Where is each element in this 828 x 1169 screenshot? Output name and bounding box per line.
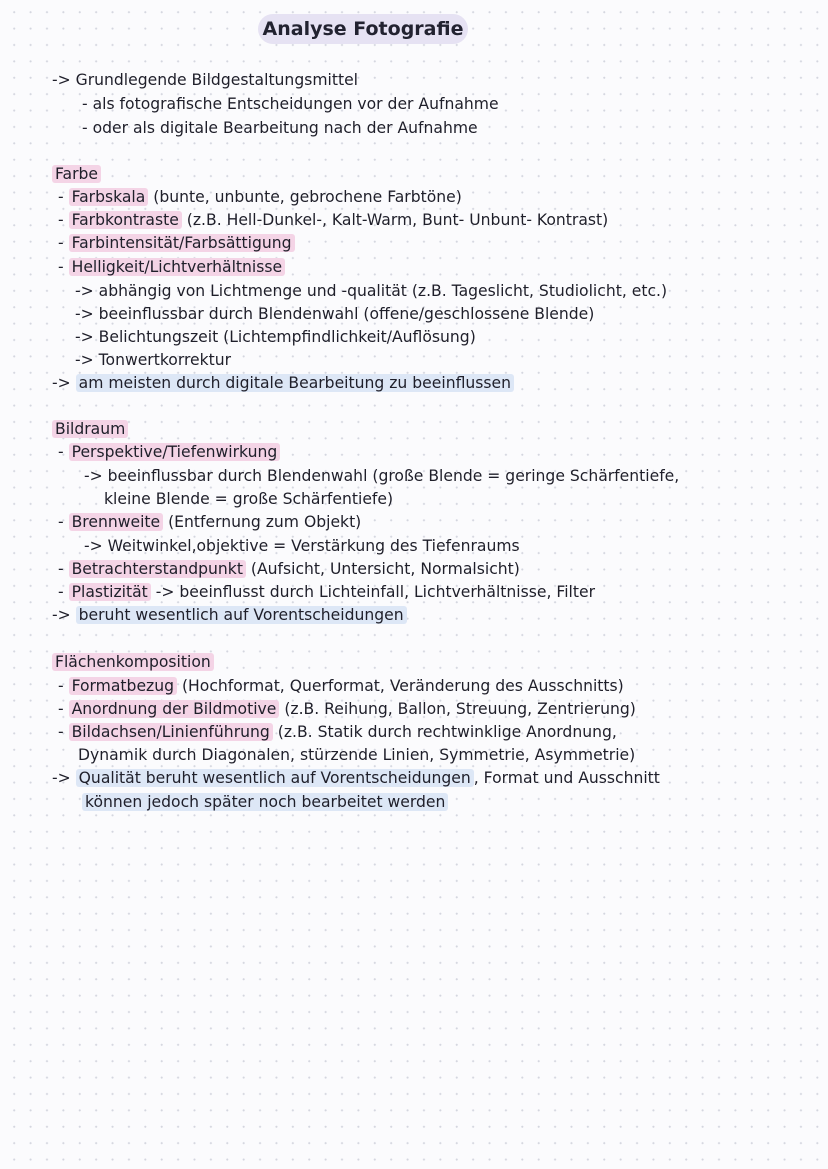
sub-item: -> abhängig von Lichtmenge und -qualität (z.B. Tageslicht, Studiolicht, etc.) (75, 282, 668, 300)
section-conclusion: -> am meisten durch digitale Bearbeitung zu beeinflussen (52, 372, 514, 394)
list-item: - Perspektive/Tiefenwirkung (58, 441, 280, 463)
page-title: Analyse Fotografie (258, 14, 468, 44)
key-term: Farbkontraste (69, 211, 182, 229)
list-item: - Bildachsen/Linienführung (z.B. Statik durch rechtwinklige Anordnung, (58, 723, 617, 741)
list-item: - Farbkontraste (z.B. Hell-Dunkel-, Kalt-Warm, Bunt- Unbunt- Kontrast) (58, 211, 609, 229)
key-term: Betrachterstandpunkt (69, 560, 246, 578)
intro-line: - als fotografische Entscheidungen vor der Aufnahme (82, 95, 499, 113)
key-term: Farbintensität/Farbsättigung (69, 234, 295, 252)
key-term: Formatbezug (69, 677, 177, 695)
section-heading-bildraum: Bildraum (52, 418, 128, 440)
list-item: - Anordnung der Bildmotive (z.B. Reihung, Ballon, Streuung, Zentrierung) (58, 700, 636, 718)
list-item: - Plastizität -> beeinflusst durch Lichteinfall, Lichtverhältnisse, Filter (58, 583, 596, 601)
list-item: - Farbintensität/Farbsättigung (58, 232, 295, 254)
sub-item: -> beeinflussbar durch Blendenwahl (große Blende = geringe Schärfentiefe, (84, 467, 680, 485)
sub-item: -> beeinflussbar durch Blendenwahl (offene/geschlossene Blende) (75, 305, 595, 323)
sub-item: -> Belichtungszeit (Lichtempfindlichkeit/Auflösung) (75, 328, 476, 346)
section-conclusion: -> beruht wesentlich auf Vorentscheidungen (52, 604, 407, 626)
key-term: Plastizität (69, 583, 151, 601)
key-term: Anordnung der Bildmotive (69, 700, 280, 718)
section-conclusion-continuation: können jedoch später noch bearbeitet werden (82, 791, 448, 813)
sub-item: -> Tonwertkorrektur (75, 351, 232, 369)
sub-item: -> Weitwinkel,objektive = Verstärkung des Tiefenraums (84, 537, 520, 555)
key-term: Bildachsen/Linienführung (69, 723, 273, 741)
list-item: - Formatbezug (Hochformat, Querformat, Veränderung des Ausschnitts) (58, 677, 624, 695)
sub-item: kleine Blende = große Schärfentiefe) (104, 490, 394, 508)
intro-line: - oder als digitale Bearbeitung nach der Aufnahme (82, 119, 478, 137)
key-term: Farbskala (69, 188, 149, 206)
list-item: - Farbskala (bunte, unbunte, gebrochene Farbtöne) (58, 188, 462, 206)
key-term: Perspektive/Tiefenwirkung (69, 443, 281, 461)
key-term: Brennweite (69, 513, 164, 531)
section-conclusion: -> Qualität beruht wesentlich auf Vorentscheidungen , Format und Ausschnitt (52, 769, 660, 787)
intro-line: -> Grundlegende Bildgestaltungsmittel (52, 71, 359, 89)
list-item: - Brennweite (Entfernung zum Objekt) (58, 513, 362, 531)
section-heading-farbe: Farbe (52, 163, 101, 185)
list-item: - Betrachterstandpunkt (Aufsicht, Untersicht, Normalsicht) (58, 560, 520, 578)
list-item-continuation: Dynamik durch Diagonalen, stürzende Linien, Symmetrie, Asymmetrie) (78, 746, 636, 764)
list-item: - Helligkeit/Lichtverhältnisse (58, 256, 285, 278)
key-term: Helligkeit/Lichtverhältnisse (69, 258, 285, 276)
section-heading-flaechenkomposition: Flächenkomposition (52, 651, 214, 673)
